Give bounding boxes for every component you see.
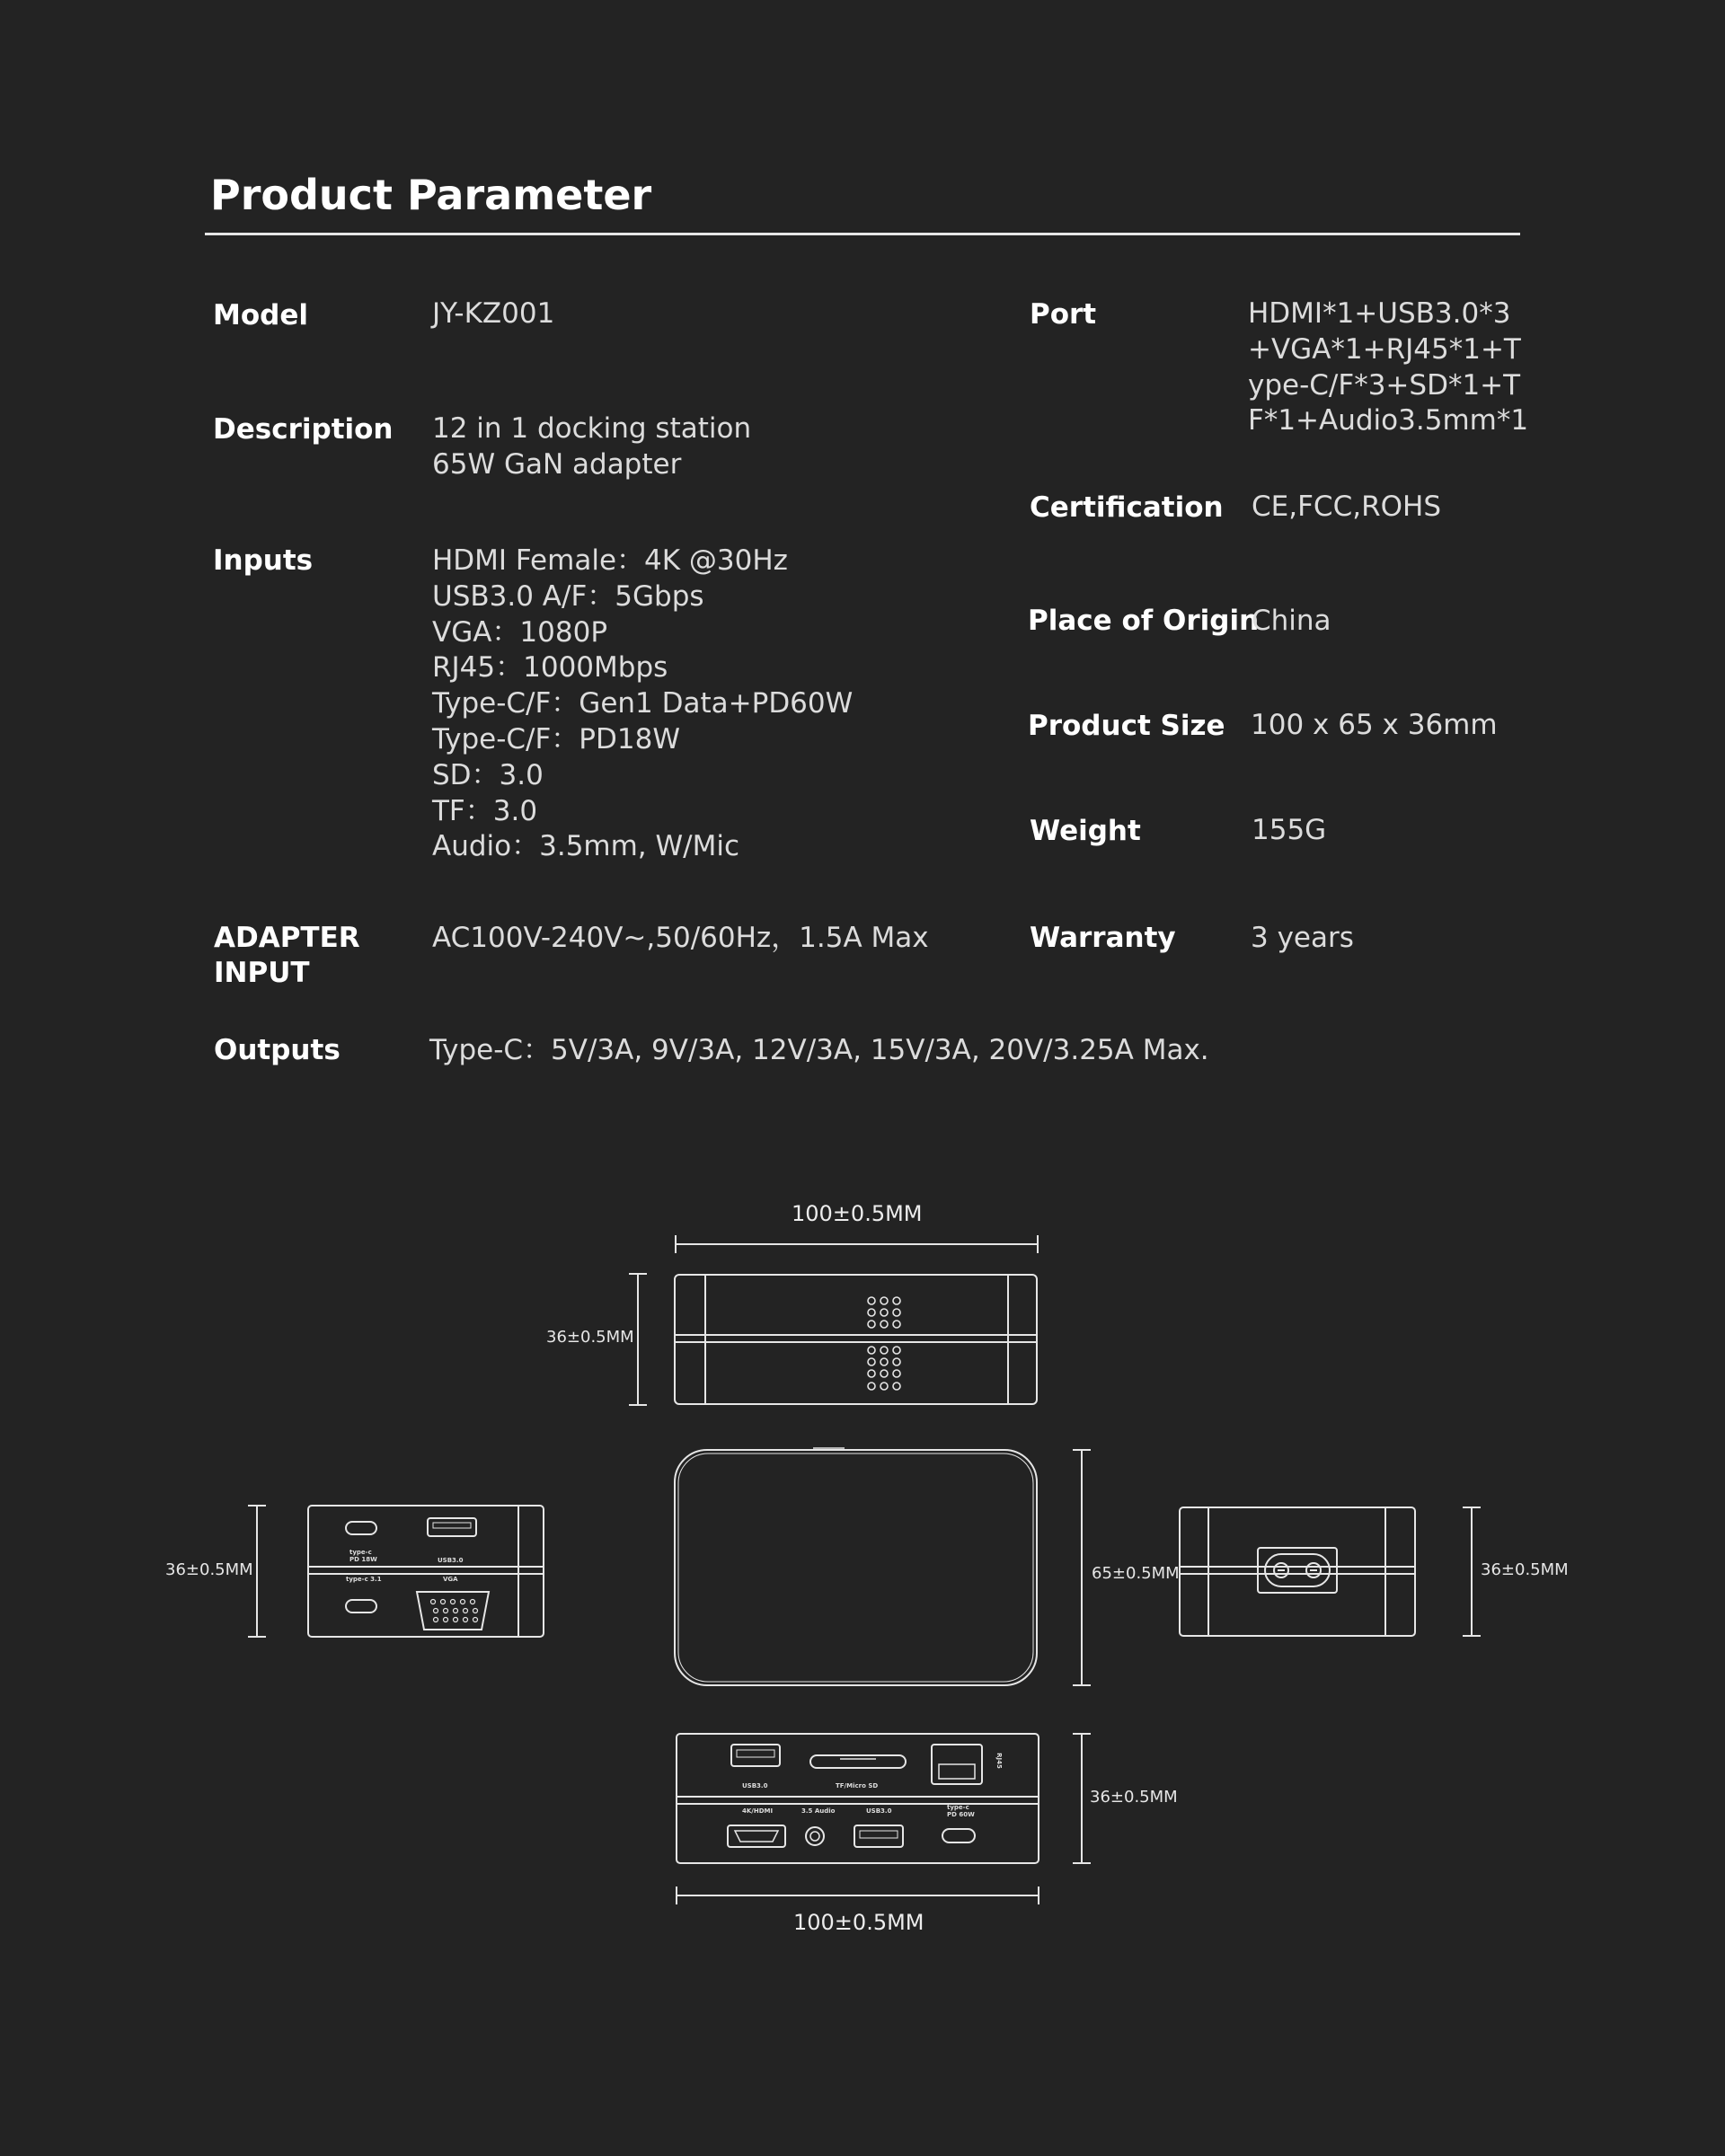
hdmi-port-icon [728, 1825, 785, 1847]
right-side-view [1180, 1507, 1415, 1636]
sd-card-slot-icon [810, 1755, 906, 1768]
usb-a-port-icon [854, 1825, 903, 1847]
center-top-view [675, 1448, 1037, 1685]
right-height-dimension [1463, 1507, 1481, 1636]
front-view [677, 1734, 1039, 1863]
vent-holes-icon [868, 1297, 900, 1390]
left-port-label-usb: USB3.0 [438, 1557, 464, 1564]
front-height-dimension [1073, 1734, 1091, 1863]
outputs-label: Outputs [214, 1034, 341, 1066]
inputs-line: VGA：1080P [432, 615, 608, 649]
model-label: Model [213, 299, 308, 331]
outputs-value: Type-C：5V/3A, 9V/3A, 12V/3A, 15V/3A, 20V/3.25A Max. [429, 1034, 1209, 1066]
usb-a-port-icon [428, 1518, 476, 1536]
inputs-line: Audio：3.5mm, W/Mic [432, 830, 740, 863]
usb-c-port-icon [346, 1522, 376, 1534]
front-port-label-tf: TF/Micro SD [836, 1782, 879, 1789]
usb-c-port-icon [942, 1829, 975, 1842]
origin-value: China [1252, 605, 1331, 637]
port-line: +VGA*1+RJ45*1+T [1248, 332, 1521, 366]
front-port-label-audio: 3.5 Audio [801, 1807, 836, 1815]
inputs-line: USB3.0 A/F：5Gbps [432, 579, 704, 613]
audio-jack-icon [806, 1827, 824, 1845]
origin-label: Place of Origin [1028, 605, 1260, 637]
top-side-view [675, 1275, 1037, 1404]
warranty-value: 3 years [1251, 922, 1354, 954]
port-line: HDMI*1+USB3.0*3 [1248, 297, 1511, 330]
inputs-line: RJ45：1000Mbps [432, 651, 668, 685]
description-line: 12 in 1 docking station [432, 412, 752, 445]
left-port-label-pd18 [349, 1549, 377, 1563]
left-side-view [308, 1506, 544, 1637]
certification-value: CE,FCC,ROHS [1252, 490, 1441, 523]
bottom-width-label: 100±0.5MM [793, 1910, 924, 1935]
port-label: PD 18W [349, 1556, 377, 1563]
inputs-line: Type-C/F：PD18W [432, 722, 680, 755]
inputs-label: Inputs [213, 544, 314, 577]
adapter-input-value: AC100V-240V~,50/60Hz，1.5A Max [432, 922, 929, 954]
warranty-label: Warranty [1030, 922, 1176, 954]
front-port-label-hdmi: 4K/HDMI [742, 1807, 774, 1815]
size-value: 100 x 65 x 36mm [1251, 709, 1498, 741]
usb-a-port-icon [731, 1745, 780, 1766]
front-port-label-rj45: RJ45 [995, 1753, 1003, 1769]
usb-c-port-icon [346, 1600, 376, 1613]
port-label: PD 60W [947, 1811, 975, 1818]
description-label: Description [213, 413, 394, 446]
left-height-label: 36±0.5MM [165, 1560, 253, 1579]
left-port-label-typec31: type-c 3.1 [346, 1576, 382, 1583]
port-label: type-c [349, 1549, 372, 1556]
weight-value: 155G [1252, 814, 1327, 846]
inputs-line: HDMI Female：4K @30Hz [432, 544, 788, 577]
adapter-input-label-line: ADAPTER [214, 922, 360, 954]
front-port-label-usb2: USB3.0 [866, 1807, 892, 1815]
adapter-input-label-line: INPUT [214, 957, 310, 989]
certification-label: Certification [1030, 491, 1224, 524]
top-width-label: 100±0.5MM [792, 1201, 923, 1226]
description-line: 65W GaN adapter [432, 447, 682, 481]
front-port-label-pd60 [947, 1804, 975, 1818]
inputs-line: SD：3.0 [432, 758, 544, 791]
top-width-dimension [676, 1235, 1038, 1253]
page-title: Product Parameter [210, 171, 652, 219]
left-port-label-vga: VGA [443, 1576, 458, 1583]
inputs-line: Type-C/F：Gen1 Data+PD60W [432, 687, 854, 720]
center-depth-dimension [1073, 1450, 1091, 1685]
model-value: JY-KZ001 [432, 297, 555, 330]
front-port-label-usb: USB3.0 [742, 1782, 768, 1789]
inputs-line: TF：3.0 [432, 794, 538, 827]
size-label: Product Size [1028, 710, 1225, 742]
port-label: Port [1030, 298, 1097, 331]
center-depth-label: 65±0.5MM [1092, 1564, 1180, 1583]
right-height-label: 36±0.5MM [1481, 1560, 1569, 1579]
weight-label: Weight [1030, 815, 1141, 847]
top-height-label: 36±0.5MM [546, 1328, 634, 1347]
port-label: type-c [947, 1804, 969, 1811]
port-line: ype-C/F*3+SD*1+T [1248, 368, 1521, 402]
port-line: F*1+Audio3.5mm*1 [1248, 404, 1529, 437]
front-height-label: 36±0.5MM [1090, 1788, 1178, 1807]
bottom-width-dimension [677, 1886, 1039, 1904]
